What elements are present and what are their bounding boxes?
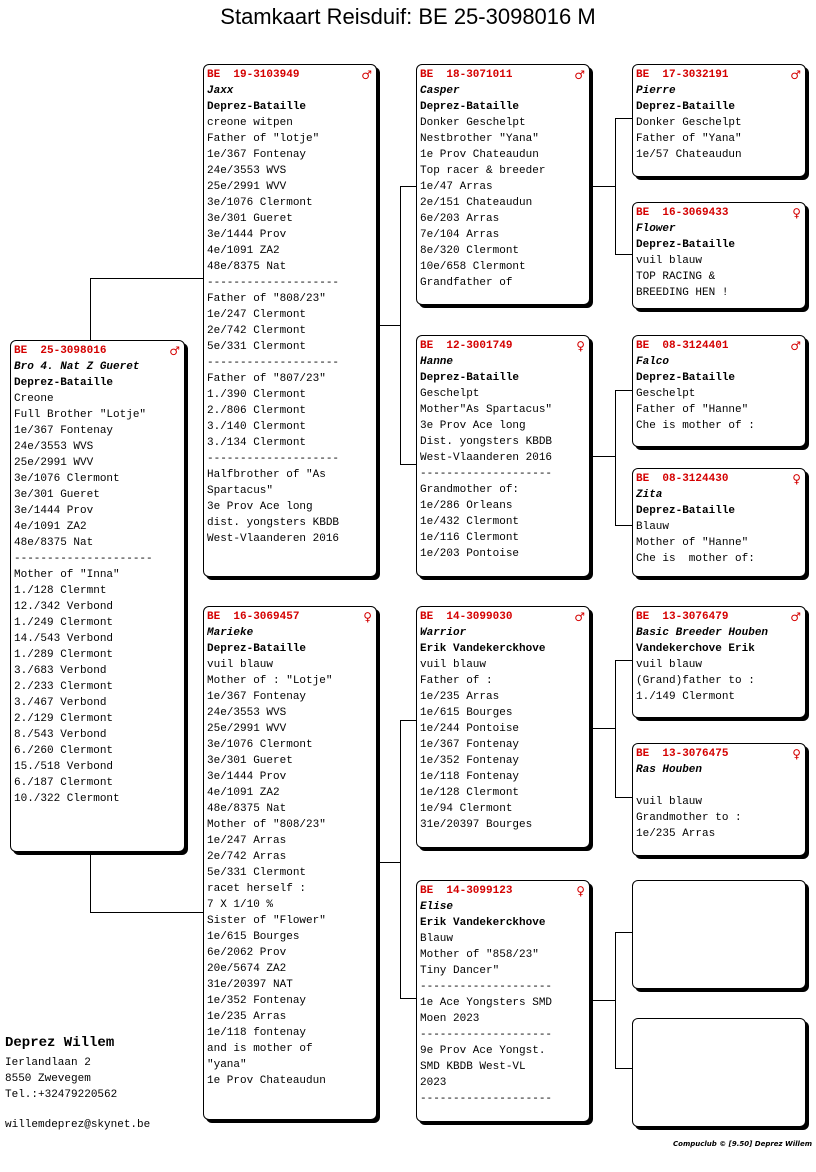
connector: [400, 464, 417, 465]
female-icon: ♀: [363, 610, 372, 624]
pedigree-line: 7e/104 Arras: [420, 229, 500, 241]
connector: [615, 660, 633, 661]
pedigree-line: --------------------: [420, 1093, 553, 1105]
breeder-name: Deprez-Bataille: [207, 101, 307, 113]
male-icon: ♂: [574, 610, 585, 624]
pedigree-line: 1e Ace Yongsters SMD: [420, 997, 553, 1009]
connector: [90, 852, 91, 912]
pedigree-line: Mother of "808/23": [207, 819, 326, 831]
pedigree-line: 1e/57 Chateaudun: [636, 149, 742, 161]
connector: [376, 862, 400, 863]
pigeon-name: Falco: [636, 356, 670, 368]
connector: [400, 186, 401, 464]
pigeon-name: Elise: [420, 901, 454, 913]
pedigree-line: 6e/2062 Prov: [207, 947, 287, 959]
owner-phone: Tel.:+32479220562: [5, 1089, 118, 1101]
connector: [615, 932, 633, 933]
ring-header: [636, 609, 801, 625]
ring-number: BE 14-3099030: [420, 611, 513, 623]
connector: [589, 186, 615, 187]
pedigree-line: 3e Prov Ace long: [420, 420, 526, 432]
pigeon-card-dam: [203, 606, 377, 1120]
pedigree-line: (Grand)father to :: [636, 675, 755, 687]
breeder-name: Deprez-Bataille: [420, 101, 520, 113]
pedigree-line: 1e/235 Arras: [207, 1011, 287, 1023]
pedigree-line: Blauw: [420, 933, 454, 945]
ring-number: BE 19-3103949: [207, 69, 300, 81]
pedigree-line: racet herself :: [207, 883, 307, 895]
pedigree-line: 2./129 Clermont: [14, 713, 114, 725]
pedigree-line: 48e/8375 Nat: [207, 803, 287, 815]
pedigree-line: 3./140 Clermont: [207, 421, 307, 433]
pedigree-line: 2e/151 Chateaudun: [420, 197, 533, 209]
pedigree-line: 1e/247 Arras: [207, 835, 287, 847]
pedigree-line: 1e/367 Fontenay: [207, 149, 307, 161]
pedigree-line: 1e/128 Clermont: [420, 787, 520, 799]
ring-header: [636, 338, 801, 354]
ring-header: [420, 609, 585, 625]
breeder-name: Erik Vandekerckhove: [420, 643, 546, 655]
pedigree-line: 8e/320 Clermont: [420, 245, 520, 257]
pedigree-line: 1e/203 Pontoise: [420, 548, 520, 560]
pedigree-line: 1e/352 Fontenay: [207, 995, 307, 1007]
pedigree-line: 6e/203 Arras: [420, 213, 500, 225]
pedigree-line: 5e/331 Clermont: [207, 867, 307, 879]
pedigree-line: 25e/2991 WVV: [14, 457, 94, 469]
pedigree-line: 1e/94 Clermont: [420, 803, 513, 815]
ring-number: BE 25-3098016: [14, 345, 107, 357]
pedigree-line: 3e/1444 Prov: [207, 771, 287, 783]
pedigree-line: West-Vlaanderen 2016: [207, 533, 340, 545]
breeder-name: Deprez-Bataille: [636, 372, 736, 384]
pedigree-line: 6./187 Clermont: [14, 777, 114, 789]
pedigree-line: 4e/1091 ZA2: [207, 245, 280, 257]
connector: [90, 912, 204, 913]
pedigree-line: 3e/1076 Clermont: [207, 739, 313, 751]
pigeon-name: Zita: [636, 489, 663, 501]
breeder-name: Deprez-Bataille: [14, 377, 114, 389]
pigeon-name: Basic Breeder Houben: [636, 627, 769, 639]
male-icon: ♂: [361, 68, 372, 82]
pedigree-line: 48e/8375 Nat: [207, 261, 287, 273]
ring-number: BE 13-3076479: [636, 611, 729, 623]
pedigree-line: 1e/286 Orleans: [420, 500, 513, 512]
pedigree-line: --------------------: [207, 277, 340, 289]
pedigree-line: 1e/367 Fontenay: [207, 691, 307, 703]
pedigree-line: --------------------: [420, 468, 553, 480]
pedigree-line: 1./390 Clermont: [207, 389, 307, 401]
pedigree-line: 24e/3553 WVS: [14, 441, 94, 453]
connector: [615, 660, 616, 797]
pedigree-line: TOP RACING &: [636, 271, 716, 283]
connector: [615, 525, 633, 526]
pedigree-line: Father of "808/23": [207, 293, 326, 305]
pedigree-line: Tiny Dancer": [420, 965, 500, 977]
pedigree-line: 7 X 1/10 %: [207, 899, 274, 911]
pedigree-line: 1e/118 fontenay: [207, 1027, 307, 1039]
pedigree-line: 3e/301 Gueret: [207, 213, 293, 225]
pigeon-name: Ras Houben: [636, 764, 703, 776]
pedigree-line: 1e/432 Clermont: [420, 516, 520, 528]
pedigree-line: vuil blauw: [636, 659, 703, 671]
breeder-name: Vandekerchove Erik: [636, 643, 755, 655]
ring-number: BE 14-3099123: [420, 885, 513, 897]
ring-number: BE 12-3001749: [420, 340, 513, 352]
male-icon: ♂: [574, 68, 585, 82]
pedigree-line: vuil blauw: [636, 796, 703, 808]
pedigree-line: --------------------: [420, 1029, 553, 1041]
pedigree-line: --------------------: [420, 981, 553, 993]
pedigree-line: 20e/5674 ZA2: [207, 963, 287, 975]
pedigree-line: 1e/118 Fontenay: [420, 771, 520, 783]
connector: [589, 456, 615, 457]
male-icon: ♂: [790, 339, 801, 353]
ring-header: [207, 67, 372, 83]
pedigree-line: 6./260 Clermont: [14, 745, 114, 757]
pedigree-line: 2e/742 Arras: [207, 851, 287, 863]
pigeon-card-empty: [632, 880, 806, 989]
connector: [90, 278, 91, 340]
pedigree-line: 2e/742 Clermont: [207, 325, 307, 337]
pedigree-line: Che is mother of:: [636, 553, 755, 565]
pedigree-line: Father of "Hanne": [636, 404, 749, 416]
pedigree-line: 1e/367 Fontenay: [420, 739, 520, 751]
pigeon-card-sire-sire-sire: [632, 64, 806, 177]
pedigree-line: Grandfather of: [420, 277, 513, 289]
pedigree-line: 1e/367 Fontenay: [14, 425, 114, 437]
connector: [589, 728, 615, 729]
ring-header: [420, 67, 585, 83]
pedigree-line: 1e/244 Pontoise: [420, 723, 520, 735]
female-icon: ♀: [576, 339, 585, 353]
pedigree-line: 3e/301 Gueret: [14, 489, 100, 501]
female-icon: ♀: [792, 206, 801, 220]
pigeon-name: Bro 4. Nat Z Gueret: [14, 361, 140, 373]
ring-header: [14, 343, 180, 359]
ring-header: [636, 471, 801, 487]
connector: [400, 720, 401, 998]
pedigree-line: 3./134 Clermont: [207, 437, 307, 449]
pedigree-line: dist. yongsters KBDB: [207, 517, 340, 529]
pedigree-line: Mother of "858/23": [420, 949, 539, 961]
connector: [615, 932, 616, 1068]
female-icon: ♀: [792, 747, 801, 761]
pedigree-line: 4e/1091 ZA2: [14, 521, 87, 533]
ring-number: BE 08-3124401: [636, 340, 729, 352]
connector: [400, 186, 417, 187]
pedigree-line: 8./543 Verbond: [14, 729, 107, 741]
pedigree-line: vuil blauw: [420, 659, 487, 671]
pigeon-card-dam-sire-dam: [632, 743, 806, 856]
pedigree-line: 1./249 Clermont: [14, 617, 114, 629]
owner-city: 8550 Zwevegem: [5, 1073, 91, 1085]
pedigree-line: SMD KBDB West-VL: [420, 1061, 526, 1073]
pigeon-name: Casper: [420, 85, 460, 97]
pigeon-card-dam-sire: [416, 606, 590, 848]
pedigree-line: Moen 2023: [420, 1013, 480, 1025]
pigeon-card-sire-dam-dam: [632, 468, 806, 577]
ring-header: [636, 205, 801, 221]
pedigree-line: 1e/615 Bourges: [420, 707, 513, 719]
pedigree-line: Mother of "Hanne": [636, 537, 749, 549]
pedigree-line: Mother of : "Lotje": [207, 675, 333, 687]
pedigree-line: vuil blauw: [636, 255, 703, 267]
ring-header: [420, 883, 585, 899]
pedigree-line: 3e/1444 Prov: [14, 505, 94, 517]
pedigree-line: Father of "Yana": [636, 133, 742, 145]
pedigree-line: 3./683 Verbond: [14, 665, 107, 677]
ring-number: BE 13-3076475: [636, 748, 729, 760]
breeder-name: Deprez-Bataille: [636, 505, 736, 517]
breeder-name: Deprez-Bataille: [207, 643, 307, 655]
connector: [615, 118, 616, 254]
pedigree-line: --------------------: [207, 453, 340, 465]
connector: [589, 1000, 615, 1001]
pedigree-line: Full Brother "Lotje": [14, 409, 147, 421]
female-icon: ♀: [576, 884, 585, 898]
pigeon-card-sire-sire-dam: [632, 202, 806, 309]
footer-credit: Compuclub © [9.50] Deprez Willem: [673, 1140, 812, 1148]
pedigree-line: Grandmother to :: [636, 812, 742, 824]
pedigree-line: Donker Geschelpt: [420, 117, 526, 129]
pedigree-line: 1e/352 Fontenay: [420, 755, 520, 767]
connector: [90, 278, 204, 279]
pedigree-line: 3e/1076 Clermont: [207, 197, 313, 209]
ring-number: BE 16-3069457: [207, 611, 300, 623]
connector: [400, 998, 417, 999]
pedigree-line: 1./289 Clermont: [14, 649, 114, 661]
pedigree-line: 15./518 Verbond: [14, 761, 114, 773]
pedigree-line: Father of :: [420, 675, 493, 687]
pedigree-line: 12./342 Verbond: [14, 601, 114, 613]
pigeon-card-dam-dam: [416, 880, 590, 1122]
pedigree-line: 25e/2991 WVV: [207, 181, 287, 193]
pigeon-card-empty: [632, 1018, 806, 1127]
pedigree-line: 25e/2991 WVV: [207, 723, 287, 735]
pigeon-card-subject: [10, 340, 185, 852]
pigeon-card-dam-sire-sire: [632, 606, 806, 718]
ring-header: [207, 609, 372, 625]
pedigree-line: BREEDING HEN !: [636, 287, 729, 299]
pedigree-line: 48e/8375 Nat: [14, 537, 94, 549]
pedigree-line: Geschelpt: [636, 388, 696, 400]
pedigree-line: 1e/247 Clermont: [207, 309, 307, 321]
pedigree-line: creone witpen: [207, 117, 293, 129]
pedigree-line: ---------------------: [14, 553, 153, 565]
pedigree-line: Mother"As Spartacus": [420, 404, 553, 416]
ring-number: BE 16-3069433: [636, 207, 729, 219]
pigeon-name: Jaxx: [207, 85, 234, 97]
breeder-name: Erik Vandekerckhove: [420, 917, 546, 929]
pigeon-name: Pierre: [636, 85, 676, 97]
pedigree-line: Top racer & breeder: [420, 165, 546, 177]
pedigree-line: 1./149 Clermont: [636, 691, 736, 703]
ring-number: BE 17-3032191: [636, 69, 729, 81]
pedigree-line: 31e/20397 NAT: [207, 979, 293, 991]
male-icon: ♂: [790, 610, 801, 624]
pedigree-line: "yana": [207, 1059, 247, 1071]
pedigree-line: Spartacus": [207, 485, 274, 497]
pedigree-line: 3e/1444 Prov: [207, 229, 287, 241]
pedigree-line: 10e/658 Clermont: [420, 261, 526, 273]
pigeon-card-sire-sire: [416, 64, 590, 305]
pedigree-line: Grandmother of:: [420, 484, 520, 496]
pedigree-line: West-Vlaanderen 2016: [420, 452, 553, 464]
pedigree-line: 1e Prov Chateaudun: [420, 149, 539, 161]
pigeon-name: Hanne: [420, 356, 454, 368]
ring-header: [636, 746, 801, 762]
pedigree-line: 1./128 Clermnt: [14, 585, 107, 597]
ring-number: BE 18-3071011: [420, 69, 513, 81]
pedigree-line: vuil blauw: [207, 659, 274, 671]
pedigree-line: 1e/47 Arras: [420, 181, 493, 193]
pedigree-line: 2./806 Clermont: [207, 405, 307, 417]
page-title: Stamkaart Reisduif: BE 25-3098016 M: [220, 4, 596, 29]
connector: [615, 390, 616, 525]
connector: [615, 390, 633, 391]
connector: [615, 254, 633, 255]
pedigree-line: Creone: [14, 393, 54, 405]
pigeon-name: Marieke: [207, 627, 254, 639]
connector: [400, 720, 417, 721]
pedigree-line: 9e Prov Ace Yongst.: [420, 1045, 546, 1057]
ring-number: BE 08-3124430: [636, 473, 729, 485]
female-icon: ♀: [792, 472, 801, 486]
breeder-name: Deprez-Bataille: [636, 101, 736, 113]
pigeon-card-sire-dam: [416, 335, 590, 577]
connector: [615, 797, 633, 798]
pigeon-card-sire-dam-sire: [632, 335, 806, 447]
pedigree-line: 1e/235 Arras: [636, 828, 716, 840]
pigeon-name: Flower: [636, 223, 676, 235]
pedigree-line: 2023: [420, 1077, 447, 1089]
pedigree-line: 3e/301 Gueret: [207, 755, 293, 767]
pedigree-line: 5e/331 Clermont: [207, 341, 307, 353]
pedigree-line: Dist. yongsters KBDB: [420, 436, 553, 448]
pedigree-line: 3e/1076 Clermont: [14, 473, 120, 485]
pedigree-line: Halfbrother of "As: [207, 469, 326, 481]
pedigree-line: 4e/1091 ZA2: [207, 787, 280, 799]
ring-header: [636, 67, 801, 83]
pedigree-line: --------------------: [207, 357, 340, 369]
owner-email: willemdeprez@skynet.be: [5, 1119, 151, 1131]
connector: [615, 118, 633, 119]
pigeon-name: Warrior: [420, 627, 467, 639]
pigeon-card-sire: [203, 64, 377, 577]
male-icon: ♂: [169, 344, 180, 358]
pedigree-line: Nestbrother "Yana": [420, 133, 539, 145]
pedigree-line: 10./322 Clermont: [14, 793, 120, 805]
pedigree-line: Geschelpt: [420, 388, 480, 400]
ring-header: [420, 338, 585, 354]
connector: [376, 325, 400, 326]
breeder-name: Deprez-Bataille: [636, 239, 736, 251]
pedigree-line: 1e/235 Arras: [420, 691, 500, 703]
pedigree-line: 24e/3553 WVS: [207, 165, 287, 177]
pedigree-line: Father of "lotje": [207, 133, 320, 145]
pedigree-line: 31e/20397 Bourges: [420, 819, 533, 831]
pedigree-line: Sister of "Flower": [207, 915, 326, 927]
pedigree-line: 3./467 Verbond: [14, 697, 107, 709]
pedigree-line: 2./233 Clermont: [14, 681, 114, 693]
pedigree-line: 1e/116 Clermont: [420, 532, 520, 544]
owner-name: Deprez Willem: [5, 1035, 115, 1051]
pedigree-line: Father of "807/23": [207, 373, 326, 385]
pedigree-line: 3e Prov Ace long: [207, 501, 313, 513]
pedigree-line: Blauw: [636, 521, 670, 533]
pedigree-line: Mother of "Inna": [14, 569, 120, 581]
owner-address: Ierlandlaan 2: [5, 1057, 91, 1069]
pedigree-line: and is mother of: [207, 1043, 313, 1055]
pedigree-line: Donker Geschelpt: [636, 117, 742, 129]
pedigree-line: 1e/615 Bourges: [207, 931, 300, 943]
pedigree-line: 14./543 Verbond: [14, 633, 114, 645]
breeder-name: Deprez-Bataille: [420, 372, 520, 384]
pedigree-line: Che is mother of :: [636, 420, 755, 432]
pedigree-line: 24e/3553 WVS: [207, 707, 287, 719]
owner-info: [5, 1035, 150, 1133]
pedigree-line: 1e Prov Chateaudun: [207, 1075, 326, 1087]
male-icon: ♂: [790, 68, 801, 82]
connector: [615, 1068, 633, 1069]
breeder-name: [636, 778, 801, 794]
